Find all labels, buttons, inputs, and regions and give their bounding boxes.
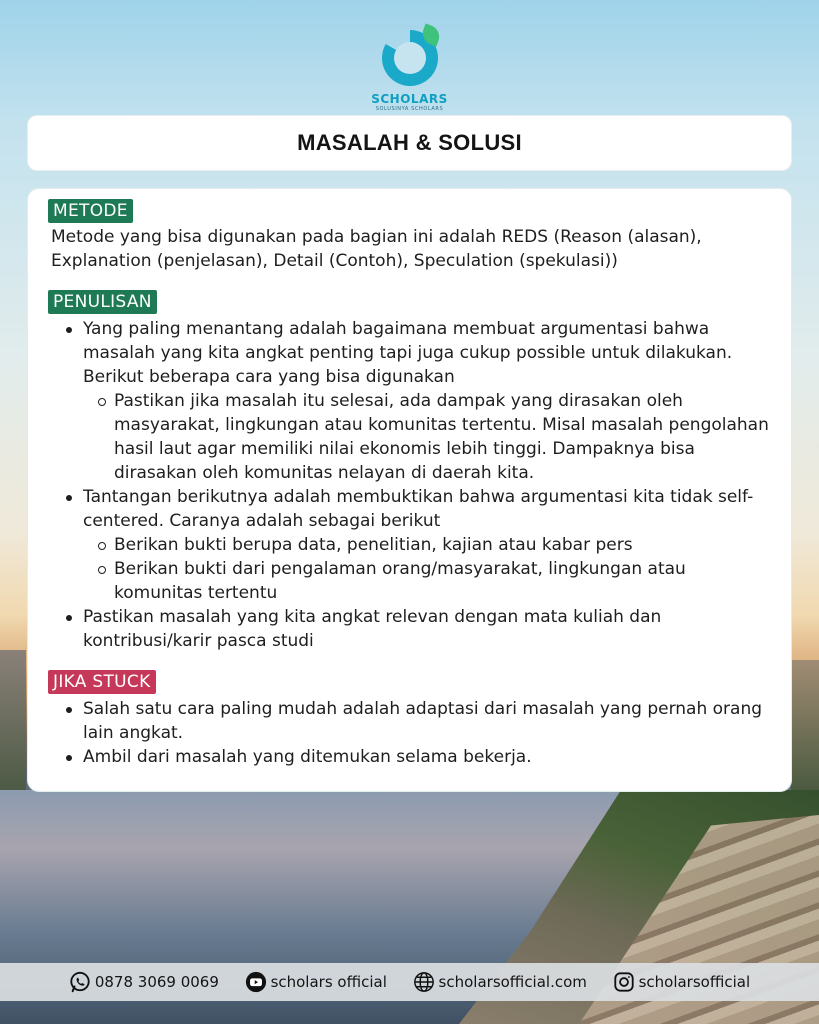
section-penulisan [48, 290, 771, 653]
footer-youtube[interactable] [245, 971, 387, 993]
section-label-jika-stuck: JIKA STUCK [48, 670, 156, 694]
section-metode [48, 199, 771, 273]
penulisan-list [48, 317, 771, 653]
content-card [27, 188, 792, 792]
section-jika-stuck [48, 670, 771, 769]
list-item [48, 317, 771, 485]
sub-list [83, 533, 771, 605]
sub-list-item: Berikan bukti berupa data, penelitian, kajian atau kabar pers [83, 533, 771, 557]
instagram-icon [613, 971, 635, 993]
contact-footer [0, 963, 819, 1001]
footer-instagram-text: scholarsofficial [638, 973, 751, 991]
section-label-penulisan: PENULISAN [48, 290, 157, 314]
footer-website-text: scholarsofficial.com [438, 973, 587, 991]
list-item [48, 485, 771, 605]
sub-list [83, 389, 771, 485]
sub-list-item: Berikan bukti dari pengalaman orang/masyarakat, lingkungan atau komunitas tertentu [83, 557, 771, 605]
youtube-icon [245, 971, 267, 993]
list-item [48, 605, 771, 653]
section-label-metode: METODE [48, 199, 133, 223]
sub-list-item: Pastikan jika masalah itu selesai, ada dampak yang dirasakan oleh masyarakat, lingkungan atau komunitas tertentu. Misal masalah pengolahan hasil laut agar memiliki nilai ekonomis lebih tinggi. Dampaknya bisa dirasakan oleh komunitas nelayan di daerah kita. [83, 389, 771, 485]
footer-phone[interactable] [69, 971, 219, 993]
background-buildings-right [791, 660, 819, 790]
background-buildings-left [0, 650, 26, 790]
whatsapp-icon [69, 971, 91, 993]
title-card [27, 115, 792, 171]
logo-leaf-icon [419, 23, 442, 46]
footer-youtube-text: scholars official [270, 973, 387, 991]
footer-phone-text: 0878 3069 0069 [94, 973, 219, 991]
list-item: Ambil dari masalah yang ditemukan selama bekerja. [48, 745, 771, 769]
logo-ring-icon [382, 30, 438, 86]
page-title: MASALAH & SOLUSI [297, 130, 522, 155]
list-item-text: Yang paling menantang adalah bagaimana membuat argumentasi bahwa masalah yang kita angkat penting tapi juga cukup possible untuk dilakukan. Berikut beberapa cara yang bisa digunakan [83, 319, 733, 387]
metode-text: Metode yang bisa digunakan pada bagian ini adalah REDS (Reason (alasan), Explanation (penjelasan), Detail (Contoh), Speculation (spekulasi)) [51, 227, 702, 271]
list-item-text: Pastikan masalah yang kita angkat relevan dengan mata kuliah dan kontribusi/karir pasca studi [83, 607, 662, 651]
brand-name: SCHOLARS [371, 92, 448, 106]
brand-logo [0, 30, 819, 112]
brand-tagline: SOLUSINYA SCHOLARS [375, 106, 444, 112]
list-item: Salah satu cara paling mudah adalah adaptasi dari masalah yang pernah orang lain angkat. [48, 697, 771, 745]
footer-website[interactable] [413, 971, 587, 993]
jika-stuck-list [48, 697, 771, 769]
globe-icon [413, 971, 435, 993]
list-item-text: Tantangan berikutnya adalah membuktikan bahwa argumentasi kita tidak self-centered. Caranya adalah sebagai berikut [83, 487, 754, 531]
footer-instagram[interactable] [613, 971, 751, 993]
